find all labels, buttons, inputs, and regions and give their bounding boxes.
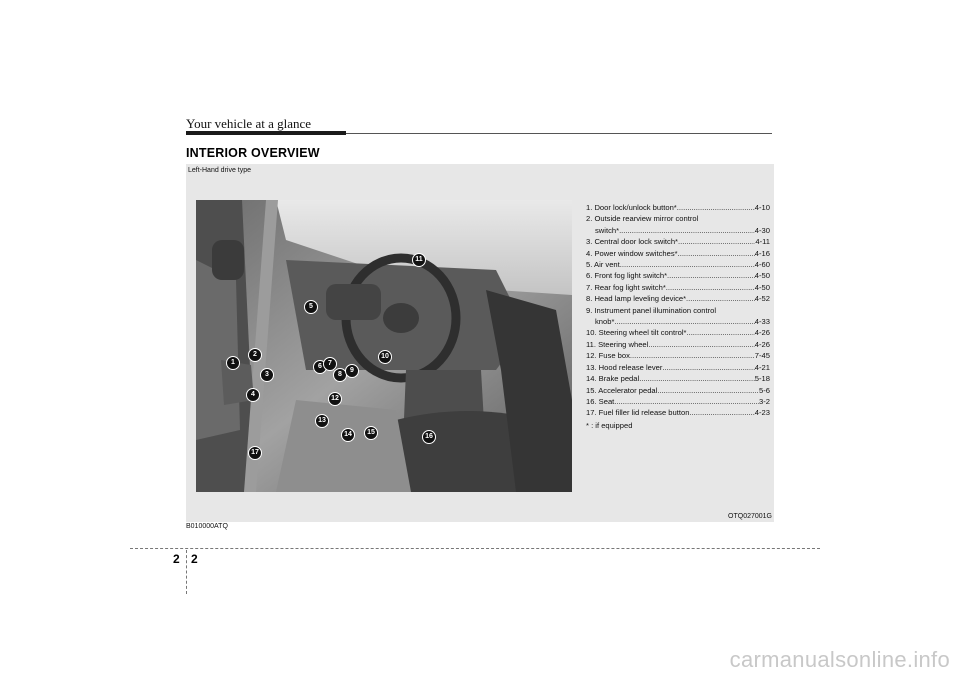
legend-item-leader — [662, 362, 754, 373]
header-title: Your vehicle at a glance — [186, 116, 312, 131]
legend-item — [586, 259, 770, 270]
legend-item-page: 4-50 — [754, 271, 770, 281]
legend-item — [586, 339, 770, 350]
legend-item-label: knob* — [595, 317, 615, 327]
legend-item-page: 4-23 — [754, 408, 770, 418]
callout-8: 8 — [333, 368, 347, 382]
legend-item-page: 3-2 — [759, 396, 770, 406]
callout-14: 14 — [341, 428, 355, 442]
legend-item-leader — [614, 396, 759, 407]
legend-item-label: 2. Outside rearview mirror control — [586, 214, 699, 224]
legend-item-page: 4-21 — [754, 362, 770, 372]
legend-item — [586, 305, 770, 316]
legend-item-page: 4-50 — [754, 282, 770, 292]
legend-item — [586, 396, 770, 407]
legend-item-leader — [648, 339, 754, 350]
callout-12: 12 — [328, 392, 342, 406]
legend-item-leader — [630, 350, 755, 361]
legend-item — [586, 385, 770, 396]
legend-item-label: 17. Fuel filler lid release button — [586, 408, 690, 418]
legend-item — [586, 225, 770, 236]
footer-dashed-rule — [130, 548, 820, 549]
legend-item — [586, 236, 770, 247]
legend-item-page: 4-16 — [754, 248, 770, 258]
callout-17: 17 — [248, 446, 262, 460]
legend-item — [586, 350, 770, 361]
legend-item-page: 4-52 — [754, 294, 770, 304]
footer-vertical-dashed-rule — [186, 550, 187, 594]
legend-item-page: 4-11 — [755, 237, 770, 247]
legend-item-label: 16. Seat — [586, 396, 615, 406]
callout-13: 13 — [315, 414, 329, 428]
legend-item-leader — [678, 248, 755, 259]
legend-item-label: 6. Front fog light switch* — [586, 271, 668, 281]
legend-item-leader — [657, 385, 759, 396]
legend-item-page: 5-18 — [754, 374, 770, 384]
callout-15: 15 — [364, 426, 378, 440]
legend-item-label: 13. Hood release lever — [586, 362, 663, 372]
legend-item — [586, 362, 770, 373]
legend-item-leader — [614, 316, 754, 327]
callout-3: 3 — [260, 368, 274, 382]
legend-item-leader — [666, 282, 755, 293]
legend-item-leader — [678, 236, 755, 247]
header-rule — [346, 133, 772, 134]
legend-item — [586, 316, 770, 327]
figure-panel — [186, 164, 774, 522]
figure-code: OTQ027001G — [728, 513, 772, 520]
legend-item-page: 4-60 — [754, 260, 770, 270]
watermark: carmanualsonline.info — [729, 647, 950, 672]
legend-item-leader — [689, 407, 754, 418]
legend-item-page: 7-45 — [754, 351, 770, 361]
callout-10: 10 — [378, 350, 392, 364]
legend-item-leader — [677, 202, 755, 213]
page-number-page: 2 — [191, 552, 198, 566]
legend-item-page: 4-30 — [754, 225, 770, 235]
legend-item-label: 1. Door lock/unlock button* — [586, 203, 677, 212]
legend-item-label: 12. Fuse box — [586, 351, 630, 361]
legend-item — [586, 282, 770, 293]
callout-4: 4 — [246, 388, 260, 402]
legend-item-label: switch* — [595, 225, 620, 235]
legend-item-page: 4-10 — [754, 203, 770, 212]
legend-item — [586, 373, 770, 384]
legend-item-page: 4-26 — [754, 328, 770, 338]
callout-16: 16 — [422, 430, 436, 444]
panel-caption: Left-Hand drive type — [188, 167, 252, 174]
legend-item-label: 4. Power window switches* — [586, 248, 678, 258]
legend-item-label: 14. Brake pedal — [586, 374, 640, 384]
callout-7: 7 — [323, 357, 337, 371]
legend-item-label: 15. Accelerator pedal — [586, 385, 658, 395]
callout-2: 2 — [248, 348, 262, 362]
legend-item-leader — [667, 270, 755, 281]
legend-item — [586, 293, 770, 304]
document-code: B010000ATQ — [186, 523, 228, 530]
legend-item-leader — [686, 293, 755, 304]
legend-item — [586, 202, 770, 213]
legend-item-label: 9. Instrument panel illumination control — [586, 305, 717, 315]
legend-item-label: 11. Steering wheel — [586, 339, 649, 349]
legend-item-page: 4-33 — [754, 317, 770, 327]
callout-9: 9 — [345, 364, 359, 378]
legend-item-page: 5-6 — [759, 385, 770, 395]
legend-item — [586, 270, 770, 281]
section-title: INTERIOR OVERVIEW — [186, 146, 320, 160]
callout-6: 6 — [313, 360, 327, 374]
interior-photo — [196, 200, 572, 492]
legend-item-leader — [639, 373, 755, 384]
legend-item-label: 8. Head lamp leveling device* — [586, 294, 687, 304]
legend — [586, 202, 770, 431]
callout-1: 1 — [226, 356, 240, 370]
legend-item-label: 5. Air vent — [586, 260, 620, 270]
legend-item — [586, 248, 770, 259]
callout-11: 11 — [412, 253, 426, 267]
legend-item-label: 7. Rear fog light switch* — [586, 282, 666, 292]
legend-item-leader — [686, 327, 754, 338]
legend-item-label: 10. Steering wheel tilt control* — [586, 328, 687, 338]
legend-item-leader — [620, 259, 755, 270]
legend-item-label: 3. Central door lock switch* — [586, 237, 679, 247]
legend-item — [586, 407, 770, 418]
legend-item-page: 4-26 — [754, 339, 770, 349]
page-number-chapter: 2 — [173, 552, 180, 566]
callout-5: 5 — [304, 300, 318, 314]
legend-item — [586, 213, 770, 224]
legend-item-leader — [619, 225, 755, 236]
header-bar — [186, 131, 346, 135]
legend-note: * : if equipped — [586, 420, 633, 430]
legend-item — [586, 327, 770, 338]
